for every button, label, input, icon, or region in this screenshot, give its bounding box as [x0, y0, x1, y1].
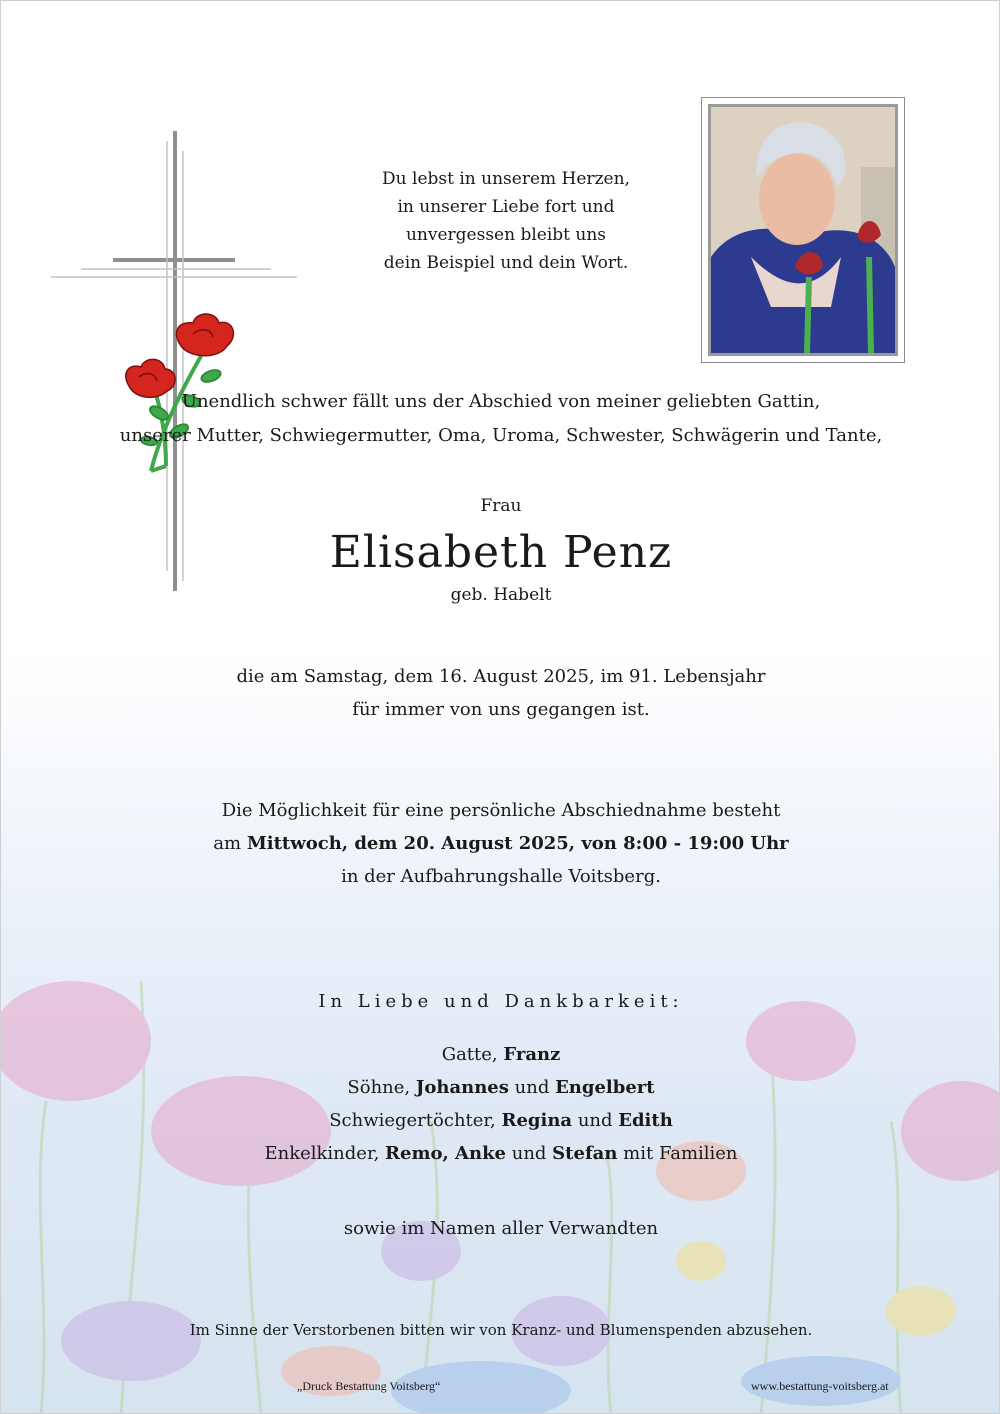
mourner-name: Regina	[501, 1110, 573, 1131]
mourner-line-soehne	[1, 1071, 1000, 1104]
mourner-line-gatte	[1, 1038, 1000, 1071]
poem-line: dein Beispiel und dein Wort.	[383, 253, 629, 273]
mourner-suffix: mit Familien	[617, 1143, 738, 1164]
mourner-line-schwiegertoechter	[1, 1104, 1000, 1137]
mourner-name: Stefan	[552, 1143, 618, 1164]
farewell-notice	[1, 794, 1000, 893]
portrait-photo	[708, 104, 898, 356]
farewell-date: Mittwoch, dem 20. August 2025, von 8:00 - 19:00 Uhr	[246, 833, 789, 854]
intro-line: unserer Mutter, Schwiegermutter, Oma, Uroma, Schwester, Schwägerin und Tante,	[119, 425, 883, 446]
mourner-label: Söhne,	[347, 1077, 416, 1098]
farewell-date-line	[1, 827, 1000, 860]
portrait-frame	[701, 97, 905, 363]
mourner-name: Johannes	[415, 1077, 509, 1098]
intro-text	[1, 385, 1000, 453]
relatives-line: sowie im Namen aller Verwandten	[343, 1218, 659, 1239]
farewell-line: Die Möglichkeit für eine persönliche Abschiednahme besteht	[221, 800, 781, 821]
website-link[interactable]: www.bestattung-voitsberg.at	[751, 1379, 889, 1393]
mourner-label: Schwiegertöchter,	[329, 1110, 502, 1131]
cross-with-roses-icon	[51, 131, 301, 591]
death-line: die am Samstag, dem 16. August 2025, im 91. Lebensjahr	[236, 666, 766, 687]
deceased-name: Elisabeth Penz	[329, 527, 673, 578]
mourner-name: Remo, Anke	[385, 1143, 507, 1164]
death-notice	[1, 660, 1000, 726]
poem-line: Du lebst in unserem Herzen,	[382, 169, 630, 189]
poem-line: in unserer Liebe fort und	[397, 197, 615, 217]
donation-request: Im Sinne der Verstorbenen bitten wir von Kranz- und Blumenspenden abzusehen.	[189, 1321, 813, 1339]
mourner-conjunction: und	[572, 1110, 619, 1131]
mourner-name: Engelbert	[555, 1077, 655, 1098]
mourner-conjunction: und	[508, 1077, 556, 1098]
farewell-line: in der Aufbahrungshalle Voitsberg.	[341, 866, 661, 887]
intro-line: Unendlich schwer fällt uns der Abschied von meiner geliebten Gattin,	[181, 391, 821, 412]
mourners-heading: In Liebe und Dankbarkeit:	[318, 991, 684, 1012]
mourner-label: Enkelkinder,	[264, 1143, 386, 1164]
salutation: Frau	[480, 496, 522, 516]
printer-credit: „Druck Bestattung Voitsberg“	[297, 1379, 441, 1393]
mourner-label: Gatte,	[441, 1044, 504, 1065]
poem-line: unvergessen bleibt uns	[405, 225, 607, 245]
mourner-line-enkel	[1, 1137, 1000, 1170]
memorial-poem	[331, 165, 681, 277]
farewell-prefix: am	[213, 833, 247, 854]
mourners-list	[1, 1038, 1000, 1170]
mourner-name: Franz	[503, 1044, 561, 1065]
death-line: für immer von uns gegangen ist.	[352, 699, 650, 720]
birth-name: geb. Habelt	[450, 585, 552, 605]
mourner-name: Edith	[618, 1110, 673, 1131]
mourner-conjunction: und	[506, 1143, 553, 1164]
